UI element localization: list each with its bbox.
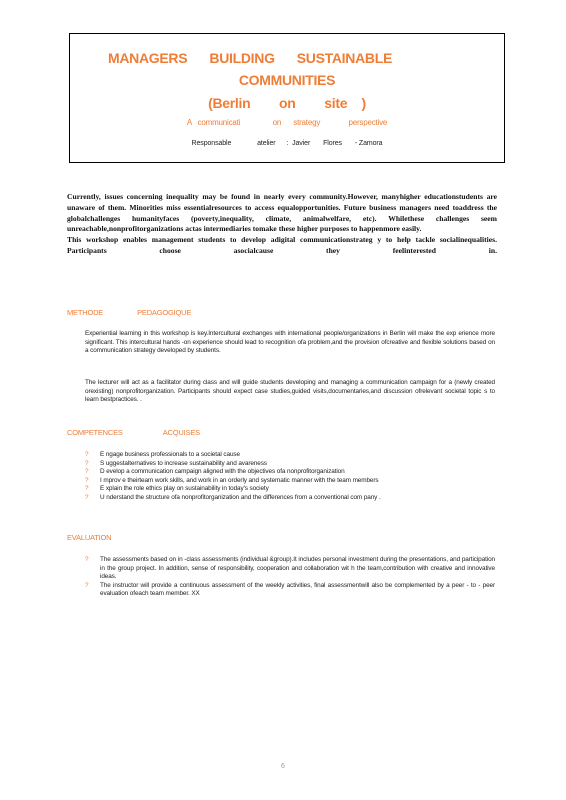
page-number: 6 xyxy=(281,763,285,770)
intro-paragraph: Currently, issues concerning inequality may be found in nearly every community.However, manyhigher educationstudents are unaware of them. Minorities miss essentialresources to access equalopportunities. Future business managers need toaddress the globalchallenges humanityfaces (poverty,inequality, climate, animalwelfare, etc). Whilethese challenges seem unreachable,nonprofitorganizations actas intermediaries tomake these higher purposes to happenmore easily. xyxy=(67,192,497,234)
competences-list xyxy=(85,451,495,503)
bullet-icon: ? xyxy=(85,459,89,467)
list-item xyxy=(85,582,495,599)
methode-text: The lecturer will act as a facilitator during class and will guide students developing and managing a communication campaign for a (newly created orexisting) nonprofitorganization. Participants should expect case studies,guided visits,documentaries,and discussion ofrelevant societal topic s to learn bestpractices. . xyxy=(85,379,495,404)
list-item xyxy=(85,451,495,460)
title-word-sustainable: SUSTAINABLE xyxy=(296,50,392,66)
bullet-icon: ? xyxy=(85,581,89,589)
document-title-line-1 xyxy=(70,50,504,66)
document-title-line-3: (Berlin on site ) xyxy=(208,95,366,111)
methode-paragraph-1 xyxy=(85,330,495,356)
evaluation-heading: EVALUATION xyxy=(67,533,112,542)
responsible-line: Responsable atelier : Javier Flores - Zamora xyxy=(191,140,383,147)
list-item-text: S uggestalternatives to increase sustainability and avareness xyxy=(100,459,267,467)
competences-heading-b: ACQUISES xyxy=(162,428,200,437)
bullet-icon: ? xyxy=(85,468,89,476)
list-item xyxy=(85,556,495,582)
methode-paragraph-2 xyxy=(85,379,495,405)
list-item-text: D evelop a communication campaign aligned with the objectives ofa nonprofitorganization xyxy=(100,468,345,476)
list-item-text: The assessments based on in -class assessments (individual &group).It includes personal investment during the presentations, and participation in the group project. In addition, sense of responsibility, cooperation and collaboration wit h the team,contribution with creative and innovative ideas. xyxy=(100,556,495,581)
methode-text: Experiential learning in this workshop is key.Intercultural exchanges with international people/organizations in Berlin will make the exp erience more significant. This intercultural hands -on experience should lead to recognition ofa problem,and the provision ofcreative and flexible solutions based on a communication strategy developed by students. xyxy=(85,330,495,355)
document-subtitle: A communicati on strategy perspective xyxy=(186,118,388,127)
header-box xyxy=(69,33,505,163)
intro-paragraph: This workshop enables management students to develop adigital communicationstrateg y to help tackle socialinequalities. Participants choose asocialcause they feelinterested in. xyxy=(67,235,497,255)
list-item xyxy=(85,485,495,494)
bullet-icon: ? xyxy=(85,485,89,493)
bullet-icon: ? xyxy=(85,556,89,563)
intro-text xyxy=(67,192,497,257)
bullet-icon: ? xyxy=(85,476,89,484)
list-item-text: E xplain the role ethics play on sustainability in today's society xyxy=(100,485,269,493)
list-item xyxy=(85,460,495,469)
list-item-text: The instructor will provide a continuous assessment of the weekly activities, final assessmentwill also be complemented by a peer - to - peer evaluation ofeach team member. XX xyxy=(100,581,495,598)
list-item-text: U nderstand the structure ofa nonprofitorganization and the differences from a conventional com pany . xyxy=(100,493,381,501)
methode-heading-a: METHODE xyxy=(67,308,104,317)
title-word-building: BUILDING xyxy=(209,50,275,66)
list-item xyxy=(85,477,495,486)
title-word-managers: MANAGERS xyxy=(108,50,188,66)
list-item-text: I mprov e theirteam work skills, and work in an orderly and systematic manner with the team members xyxy=(100,476,379,484)
document-title-line-2: COMMUNITIES xyxy=(238,72,336,88)
methode-heading-b: PEDAGOGIQUE xyxy=(137,308,192,317)
competences-heading-a: COMPETENCES xyxy=(67,428,123,437)
bullet-icon: ? xyxy=(85,493,89,501)
evaluation-list xyxy=(85,556,495,599)
bullet-icon: ? xyxy=(85,451,89,458)
list-item xyxy=(85,494,495,503)
methode-heading xyxy=(67,308,191,317)
list-item xyxy=(85,468,495,477)
list-item-text: E ngage business professionals to a societal cause xyxy=(100,451,240,458)
competences-heading xyxy=(67,428,200,437)
